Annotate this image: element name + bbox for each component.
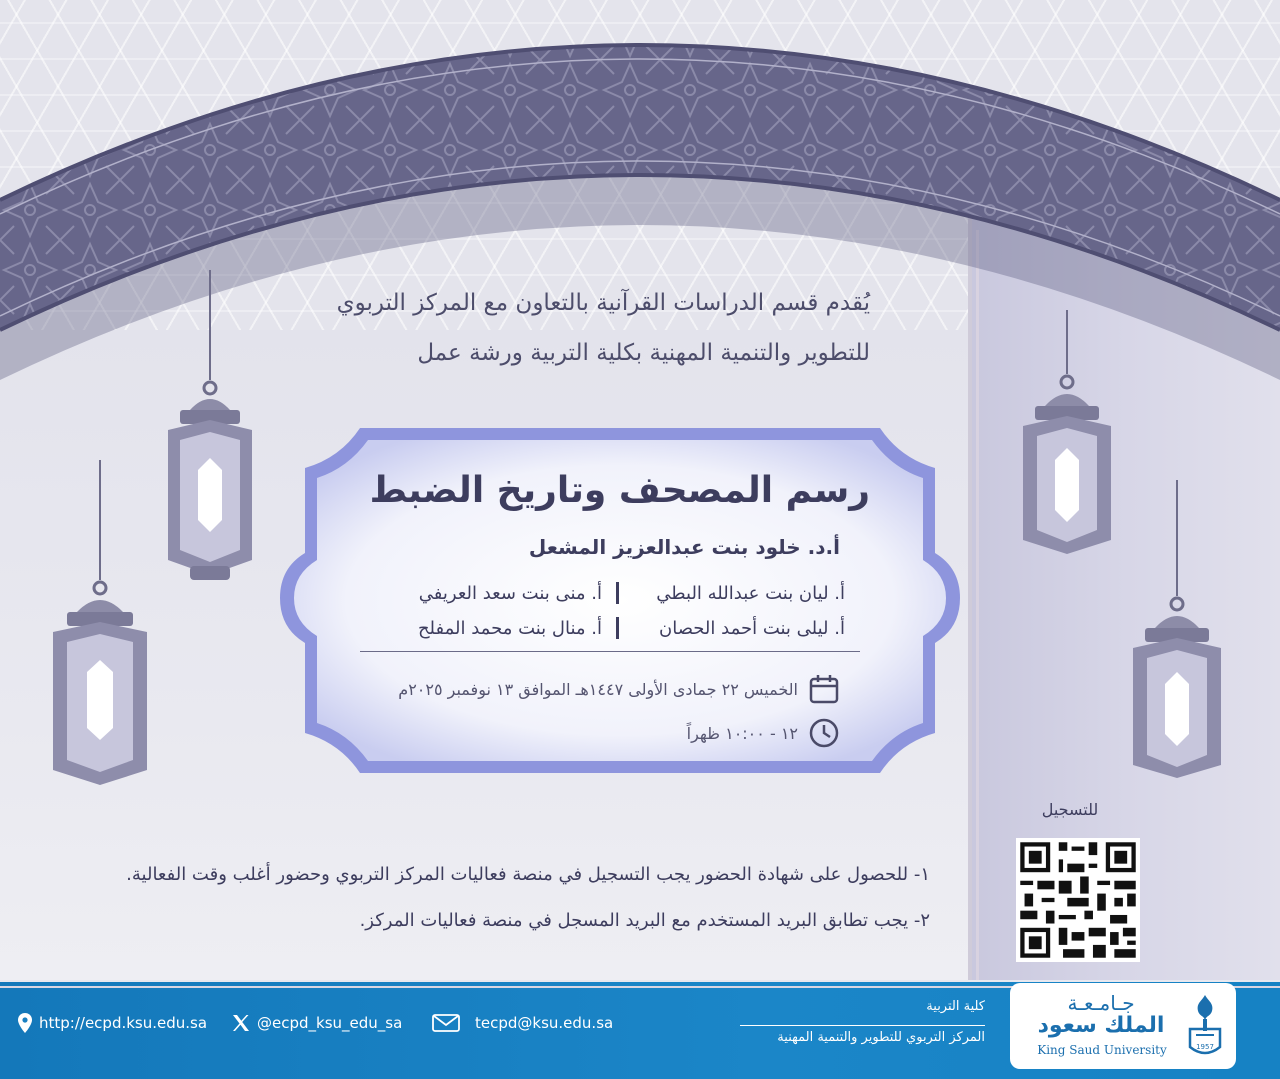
attendance-notes	[50, 860, 930, 952]
presenter-separator	[616, 617, 619, 639]
ksu-emblem-year: 1957	[1196, 1043, 1214, 1051]
note-1: ١- للحصول على شهادة الحضور يجب التسجيل في منصة فعاليات المركز التربوي وحضور أغلب وقت الفعالية.	[126, 864, 930, 885]
workshop-title: رسم المصحف وتاريخ الضبط	[369, 470, 870, 511]
event-time: ١٢ - ١٠:٠٠ ظهراً	[686, 723, 798, 743]
ksu-name-en: King Saud University	[1037, 1043, 1167, 1057]
register-label: للتسجيل	[1041, 800, 1099, 819]
ksu-emblem-icon	[1182, 991, 1228, 1061]
envelope-icon	[432, 1014, 460, 1032]
presenter-name: أ. منى بنت سعد العريفي	[418, 582, 602, 604]
email-address[interactable]: tecpd@ksu.edu.sa	[475, 1014, 614, 1032]
ksu-name-ar-1: جـامـعـة	[1067, 991, 1135, 1015]
presenter-name: أ. ليان بنت عبدالله البطي	[656, 582, 845, 604]
website-link[interactable]	[18, 1012, 207, 1034]
intro-line-2: للتطوير والتنمية المهنية بكلية التربية ورشة عمل	[417, 340, 870, 366]
lantern-icon	[160, 270, 260, 590]
note-2: ٢- يجب تطابق البريد المستخدم مع البريد المسجل في منصة فعاليات المركز.	[359, 910, 930, 931]
card-divider	[360, 651, 860, 652]
email-link[interactable]	[432, 1012, 613, 1034]
x-account-link[interactable]	[232, 1012, 402, 1034]
calendar-icon	[808, 673, 840, 705]
registration-qr-code[interactable]	[1016, 838, 1140, 962]
event-date: الخميس ٢٢ جمادى الأولى ١٤٤٧هـ الموافق ١٣ نوفمبر ٢٠٢٥م	[398, 679, 798, 699]
location-pin-icon	[18, 1013, 32, 1033]
x-handle[interactable]: @ecpd_ksu_edu_sa	[257, 1014, 403, 1032]
presenter-name: أ. منال بنت محمد المفلح	[417, 617, 602, 639]
ksu-name-ar-2: الملك سعود	[1037, 1013, 1165, 1038]
x-logo-icon	[232, 1014, 250, 1032]
presenter-separator	[616, 582, 619, 604]
college-info	[735, 997, 990, 1055]
lantern-icon	[45, 460, 155, 800]
lead-presenter: أ.د. خلود بنت عبدالعزيز المشعل	[528, 535, 840, 559]
card-content	[280, 418, 970, 783]
date-row	[320, 672, 840, 706]
lantern-icon	[1125, 480, 1230, 790]
workshop-card	[280, 418, 970, 783]
presenters-row-1	[350, 578, 845, 608]
lantern-icon	[1015, 310, 1120, 560]
website-url[interactable]: http://ecpd.ksu.edu.sa	[39, 1014, 208, 1032]
presenter-name: أ. ليلى بنت أحمد الحصان	[658, 617, 845, 639]
college-rule	[740, 1025, 985, 1026]
intro-line-1: يُقدم قسم الدراسات القرآنية بالتعاون مع المركز التربوي	[336, 290, 870, 316]
clock-icon	[808, 717, 840, 749]
intro-text	[250, 278, 870, 378]
center-name: المركز التربوي للتطوير والتنمية المهنية	[777, 1030, 985, 1045]
college-name: كلية التربية	[926, 999, 985, 1014]
time-row	[320, 716, 840, 750]
presenters-row-2	[350, 613, 845, 643]
ksu-logo	[1010, 983, 1236, 1069]
